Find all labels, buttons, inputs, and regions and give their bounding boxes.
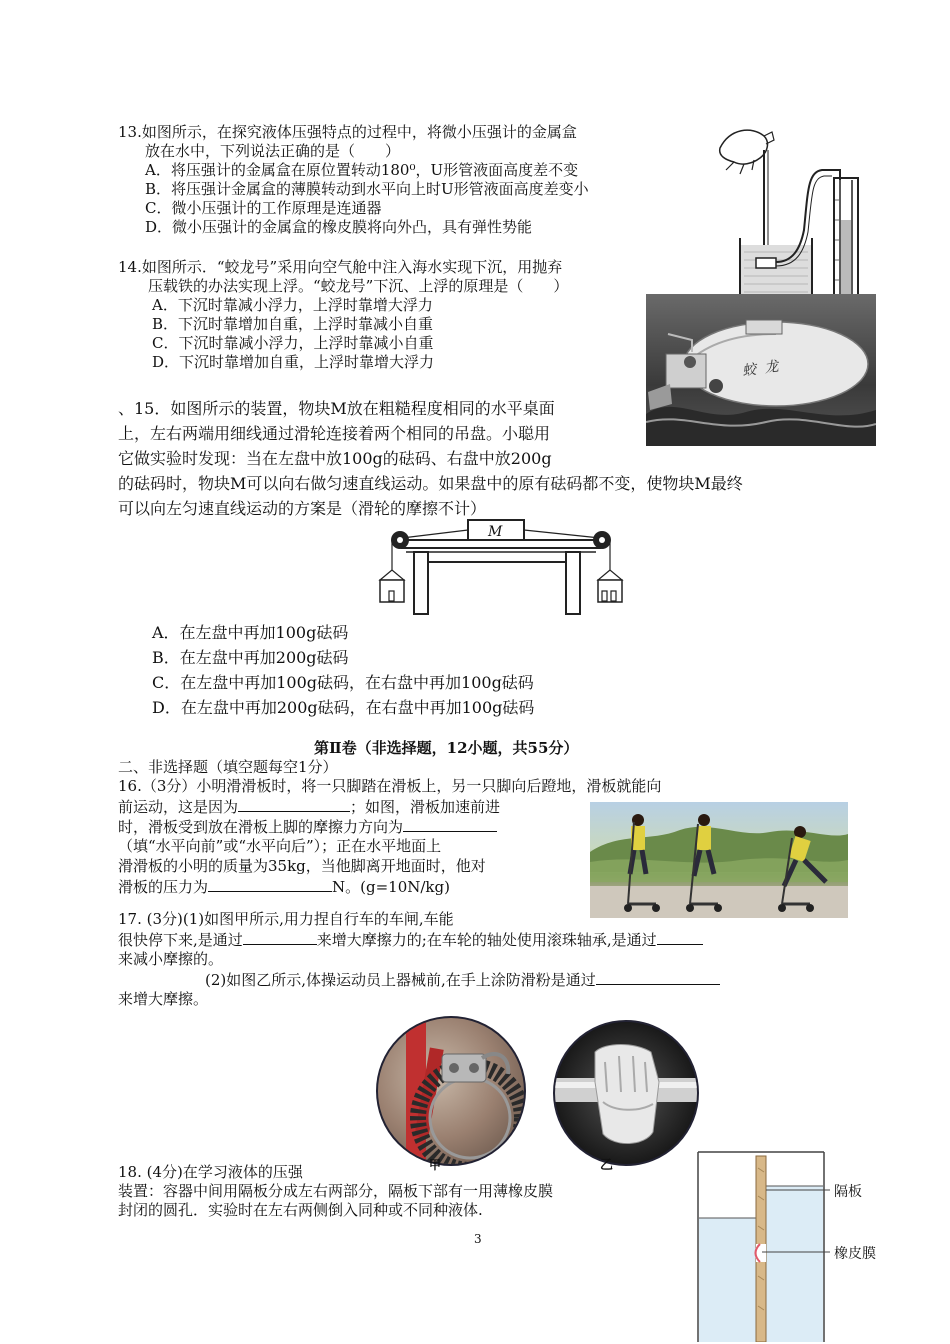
q16-line6-part1: 滑板的压力为 xyxy=(118,878,209,896)
q16-blank3[interactable] xyxy=(208,877,332,892)
part2-subtitle: 二、非选择题（填空题每空1分） xyxy=(118,758,338,776)
q15-line4: 的砝码时，物块M可以向右做匀速直线运动。如果盘中的原有砝码都不变，使物块M最终 xyxy=(118,474,743,493)
q16-line3-text: 时，滑板受到放在滑板上脚的摩擦力方向为 xyxy=(118,818,404,836)
q14-option-b: B．下沉时靠增加自重，上浮时靠减小自重 xyxy=(152,315,434,333)
q17-line2 xyxy=(118,930,703,950)
scooter-motion-photo xyxy=(590,802,848,918)
q16-line5: 滑滑板的小明的质量为35kg，当他脚离开地面时，他对 xyxy=(118,857,486,875)
q15-line2: 上，左右两端用细线通过滑轮连接着两个相同的吊盘。小聪用 xyxy=(118,424,551,443)
q15-line1: 、15．如图所示的装置，物块M放在粗糙程度相同的水平桌面 xyxy=(118,399,555,418)
jiaolong-submarine-photo xyxy=(646,294,876,446)
q17-blank3[interactable] xyxy=(596,970,720,985)
q14-option-a: A．下沉时靠减小浮力，上浮时靠增大浮力 xyxy=(152,296,433,314)
q17-line5: 来增大摩擦。 xyxy=(118,990,209,1008)
page-number: 3 xyxy=(474,1232,482,1246)
q17-line4-text: (2)如图乙所示,体操运动员上器械前,在手上涂防滑粉是通过 xyxy=(205,971,596,989)
q15-option-d: D．在左盘中再加200g砝码，在右盘中再加100g砝码 xyxy=(152,698,535,717)
q16-blank1[interactable] xyxy=(238,797,350,812)
submarine-hull-label: 蛟 龙 xyxy=(741,358,782,380)
part2-title: 第Ⅱ卷（非选择题，12小题，共55分） xyxy=(314,739,579,757)
q18-line2: 装置：容器中间用隔板分成左右两部分，隔板下部有一用薄橡皮膜 xyxy=(118,1182,554,1200)
q17-line1: 17. (3分)(1)如图甲所示,用力捏自行车的车闸,车能 xyxy=(118,910,454,928)
q14-option-c: C．下沉时靠减小浮力，上浮时靠减小自重 xyxy=(152,334,434,352)
q15-line5: 可以向左匀速直线运动的方案是（滑轮的摩擦不计） xyxy=(118,499,487,518)
q17-line4 xyxy=(205,970,720,990)
q16-line1: 16.（3分）小明滑滑板时，将一只脚踏在滑板上，另一只脚向后蹬地，滑板就能向 xyxy=(118,777,662,795)
q18-line3: 封闭的圆孔．实验时在左右两侧倒入同种或不同种液体. xyxy=(118,1201,483,1219)
q13-option-a: A．将压强计的金属盒在原位置转动180⁰，U形管液面高度差不变 xyxy=(145,161,579,179)
q16-line2 xyxy=(118,797,500,817)
q15-option-b: B．在左盘中再加200g砝码 xyxy=(152,648,349,667)
block-m-label: M xyxy=(488,524,503,540)
label-membrane: 橡皮膜 xyxy=(834,1246,876,1262)
q18-line1: 18. (4分)在学习液体的压强 xyxy=(118,1163,303,1181)
q17-line2-part2: 来增大摩擦力的;在车轮的轴处使用滚珠轴承,是通过 xyxy=(316,931,657,949)
partition-container-figure xyxy=(690,1146,890,1342)
q17-line3: 来减小摩擦的。 xyxy=(118,950,224,968)
q14-option-d: D．下沉时靠增加自重，上浮时靠增大浮力 xyxy=(152,353,435,371)
q16-line2-part1: 前运动，这是因为 xyxy=(118,798,239,816)
label-jia: 甲 xyxy=(429,1158,442,1172)
q14-stem-line2: 压载铁的办法实现上浮。“蛟龙号”下沉、上浮的原理是（ ） xyxy=(148,277,569,295)
q13-option-c: C．微小压强计的工作原理是连通器 xyxy=(145,199,382,217)
q16-line6 xyxy=(118,877,450,897)
q16-line2-part2: ；如图，滑板加速前进 xyxy=(350,798,501,816)
label-partition: 隔板 xyxy=(834,1184,862,1200)
bicycle-brake-photo xyxy=(376,1016,526,1166)
label-yi: 乙 xyxy=(600,1158,614,1173)
q17-blank2[interactable] xyxy=(657,930,703,945)
q13-stem-line2: 放在水中，下列说法正确的是（ ） xyxy=(145,142,401,160)
q16-line3 xyxy=(118,817,497,837)
q13-stem-line1: 13.如图所示，在探究液体压强特点的过程中，将微小压强计的金属盒 xyxy=(118,123,577,141)
q13-option-b: B．将压强计金属盒的薄膜转动到水平向上时U形管液面高度差变小 xyxy=(145,180,589,198)
q16-blank2[interactable] xyxy=(403,817,497,832)
q16-line6-part2: N。(g=10N/kg) xyxy=(332,878,450,896)
q15-option-c: C．在左盘中再加100g砝码，在右盘中再加100g砝码 xyxy=(152,673,534,692)
q17-line2-part1: 很快停下来,是通过 xyxy=(118,931,243,949)
q15-option-a: A．在左盘中再加100g砝码 xyxy=(152,623,349,642)
q17-blank1[interactable] xyxy=(243,930,317,945)
q14-stem-line1: 14.如图所示．“蛟龙号”采用向空气舱中注入海水实现下沉，用抛弃 xyxy=(118,258,563,276)
q13-option-d: D．微小压强计的金属盒的橡皮膜将向外凸，具有弹性势能 xyxy=(145,218,533,236)
q16-line4: （填“水平向前”或“水平向后”）；正在水平地面上 xyxy=(118,837,442,855)
q15-line3: 它做实验时发现：当在左盘中放100g的砝码、右盘中放200g xyxy=(118,449,552,468)
gymnast-chalk-hand-photo xyxy=(553,1020,699,1166)
